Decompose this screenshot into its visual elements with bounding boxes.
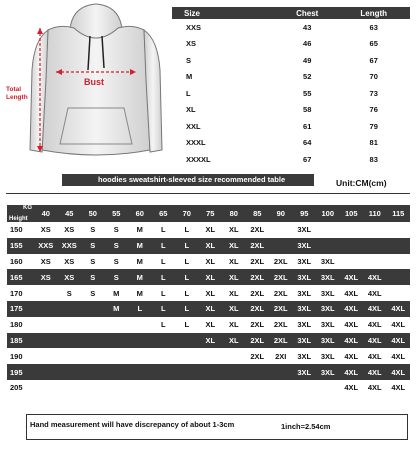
size-row xyxy=(172,69,410,86)
size-recommendation-cell: 2XL xyxy=(246,222,270,238)
height-cell: 195 xyxy=(7,364,34,380)
size-recommendation-cell xyxy=(34,380,58,396)
size-recommendation-cell: S xyxy=(81,285,105,301)
size-recommendation-cell: 4XL xyxy=(387,348,411,364)
grid-corner xyxy=(7,205,34,222)
length-cell: 70 xyxy=(369,72,378,82)
size-recommendation-cell: 2XL xyxy=(269,285,293,301)
size-recommendation-cell: 4XL xyxy=(363,317,387,333)
weight-header: 115 xyxy=(387,205,411,222)
size-recommendation-cell: 2XL xyxy=(269,301,293,317)
size-recommendation-cell: M xyxy=(128,222,152,238)
weight-header: 60 xyxy=(128,205,152,222)
size-recommendation-cell: 4XL xyxy=(387,333,411,349)
size-recommendation-cell: L xyxy=(175,317,199,333)
size-recommendation-cell xyxy=(199,364,223,380)
chest-cell: 58 xyxy=(303,105,312,115)
size-recommendation-cell: 3XL xyxy=(293,317,317,333)
size-recommendation-cell xyxy=(81,380,105,396)
size-recommendation-cell: XS xyxy=(58,254,82,270)
height-cell: 150 xyxy=(7,222,34,238)
size-recommendation-cell: L xyxy=(152,269,176,285)
height-cell: 185 xyxy=(7,333,34,349)
size-recommendation-cell xyxy=(105,364,129,380)
size-recommendation-cell xyxy=(316,380,340,396)
size-recommendation-cell: M xyxy=(128,285,152,301)
size-recommendation-cell xyxy=(81,364,105,380)
size-row xyxy=(172,135,410,152)
size-cell: S xyxy=(186,55,192,65)
size-recommendation-cell: XL xyxy=(222,333,246,349)
size-recommendation-cell xyxy=(222,364,246,380)
size-recommendation-cell: 3XL xyxy=(293,333,317,349)
size-recommendation-cell: 4XL xyxy=(363,285,387,301)
height-cell: 165 xyxy=(7,269,34,285)
size-recommendation-cell xyxy=(387,269,411,285)
length-cell: 81 xyxy=(369,138,378,148)
size-recommendation-cell: S xyxy=(105,238,129,254)
size-recommendation-cell: 3XL xyxy=(293,364,317,380)
size-recommendation-cell xyxy=(58,348,82,364)
length-cell: 73 xyxy=(369,88,378,98)
size-recommendation-cell: 2XI xyxy=(269,348,293,364)
size-recommendation-cell xyxy=(58,317,82,333)
height-cell: 205 xyxy=(7,380,34,396)
size-recommendation-cell xyxy=(363,254,387,270)
size-recommendation-cell: XL xyxy=(222,301,246,317)
size-recommendation-cell: L xyxy=(175,222,199,238)
height-row xyxy=(7,238,410,254)
size-recommendation-cell xyxy=(34,333,58,349)
chest-cell: 52 xyxy=(303,72,312,82)
size-recommendation-cell xyxy=(34,285,58,301)
size-recommendation-cell: 4XL xyxy=(340,301,364,317)
length-cell: 65 xyxy=(369,39,378,49)
size-recommendation-cell: 2XL xyxy=(246,333,270,349)
height-cell: 180 xyxy=(7,317,34,333)
chest-cell: 64 xyxy=(303,138,312,148)
size-recommendation-cell xyxy=(269,238,293,254)
size-recommendation-cell: 3XL xyxy=(316,301,340,317)
size-recommendation-cell xyxy=(58,301,82,317)
size-recommendation-cell xyxy=(363,222,387,238)
size-recommendation-cell: S xyxy=(81,254,105,270)
header-length: Length xyxy=(337,7,410,19)
size-row xyxy=(172,118,410,135)
size-recommendation-cell: L xyxy=(175,269,199,285)
size-recommendation-cell: 2XL xyxy=(269,269,293,285)
height-row xyxy=(7,301,410,317)
size-recommendation-cell: XL xyxy=(199,254,223,270)
size-recommendation-cell xyxy=(387,238,411,254)
size-recommendation-cell xyxy=(363,238,387,254)
size-recommendation-cell: 2XL xyxy=(246,285,270,301)
size-recommendation-cell xyxy=(316,238,340,254)
size-recommendation-cell: 4XL xyxy=(363,333,387,349)
size-recommendation-cell: 3XL xyxy=(293,254,317,270)
size-recommendation-cell xyxy=(269,364,293,380)
size-recommendation-cell: 2XL xyxy=(246,269,270,285)
size-recommendation-cell: XL xyxy=(222,238,246,254)
size-recommendation-cell xyxy=(175,333,199,349)
size-recommendation-cell: 3XL xyxy=(316,333,340,349)
size-recommendation-cell xyxy=(387,222,411,238)
size-recommendation-cell: 4XL xyxy=(387,317,411,333)
size-recommendation-cell xyxy=(199,348,223,364)
size-recommendation-cell: L xyxy=(152,222,176,238)
height-row xyxy=(7,285,410,301)
size-row xyxy=(172,85,410,102)
chest-cell: 46 xyxy=(303,39,312,49)
size-recommendation-cell xyxy=(105,333,129,349)
size-recommendation-cell xyxy=(269,222,293,238)
length-cell: 63 xyxy=(369,22,378,32)
size-recommendation-cell: XL xyxy=(199,285,223,301)
size-recommendation-cell xyxy=(58,380,82,396)
size-recommendation-cell: XL xyxy=(222,285,246,301)
size-recommendation-cell: 3XL xyxy=(316,348,340,364)
chest-cell: 43 xyxy=(303,22,312,32)
size-recommendation-cell: XL xyxy=(199,238,223,254)
corner-height-label: Height xyxy=(9,216,28,222)
weight-header: 75 xyxy=(199,205,223,222)
size-recommendation-cell xyxy=(105,380,129,396)
size-row xyxy=(172,102,410,119)
size-recommendation-cell: L xyxy=(175,254,199,270)
size-recommendation-cell xyxy=(316,222,340,238)
size-row xyxy=(172,36,410,53)
height-cell: 160 xyxy=(7,254,34,270)
size-recommendation-cell: S xyxy=(105,222,129,238)
size-cell: XXL xyxy=(186,121,201,131)
size-recommendation-cell xyxy=(81,348,105,364)
weight-header: 95 xyxy=(293,205,317,222)
height-row xyxy=(7,222,410,238)
height-cell: 155 xyxy=(7,238,34,254)
height-row xyxy=(7,348,410,364)
size-cell: XXS xyxy=(186,22,202,32)
size-recommendation-cell: XL xyxy=(222,254,246,270)
size-recommendation-cell: S xyxy=(81,269,105,285)
size-recommendation-cell: XS xyxy=(34,254,58,270)
size-recommendation-cell: XL xyxy=(222,222,246,238)
chest-cell: 67 xyxy=(303,154,312,164)
size-recommendation-cell: L xyxy=(152,301,176,317)
size-recommendation-cell: 3XL xyxy=(316,317,340,333)
height-cell: 170 xyxy=(7,285,34,301)
size-recommendation-cell xyxy=(128,364,152,380)
size-recommendation-cell xyxy=(175,364,199,380)
size-recommendation-cell: 4XL xyxy=(340,285,364,301)
weight-header: 40 xyxy=(34,205,58,222)
size-recommendation-cell: XL xyxy=(199,222,223,238)
height-cell: 190 xyxy=(7,348,34,364)
size-recommendation-cell: 4XL xyxy=(363,269,387,285)
size-recommendation-cell: M xyxy=(128,254,152,270)
size-recommendation-cell xyxy=(152,364,176,380)
size-recommendation-cell: 3XL xyxy=(293,222,317,238)
size-recommendation-cell: L xyxy=(128,301,152,317)
size-recommendation-cell xyxy=(152,380,176,396)
size-recommendation-cell: L xyxy=(152,317,176,333)
size-recommendation-cell xyxy=(34,364,58,380)
size-recommendation-cell: XL xyxy=(199,317,223,333)
size-recommendation-cell: 3XL xyxy=(316,254,340,270)
header-chest: Chest xyxy=(277,7,337,19)
size-recommendation-cell xyxy=(269,380,293,396)
size-recommendation-cell: XS xyxy=(58,269,82,285)
weight-header: 100 xyxy=(316,205,340,222)
size-row xyxy=(172,19,410,36)
size-recommendation-cell: 2XL xyxy=(269,333,293,349)
size-recommendation-cell: 4XL xyxy=(340,380,364,396)
size-recommendation-cell: L xyxy=(175,301,199,317)
height-row xyxy=(7,364,410,380)
size-recommendation-cell: S xyxy=(81,222,105,238)
size-recommendation-cell: 4XL xyxy=(340,333,364,349)
size-recommendation-cell: S xyxy=(81,238,105,254)
size-recommendation-cell xyxy=(175,348,199,364)
header-size: Size xyxy=(172,7,277,19)
size-recommendation-cell: 3XL xyxy=(316,364,340,380)
size-recommendation-cell: 4XL xyxy=(363,364,387,380)
size-recommendation-cell: XS xyxy=(34,222,58,238)
weight-header: 55 xyxy=(105,205,129,222)
size-recommendation-cell xyxy=(34,301,58,317)
size-recommendation-cell: 3XL xyxy=(316,269,340,285)
size-recommendation-cell: 4XL xyxy=(340,269,364,285)
height-row xyxy=(7,269,410,285)
size-recommendation-cell xyxy=(105,348,129,364)
size-recommendation-cell: 2XL xyxy=(246,254,270,270)
size-recommendation-cell: XXS xyxy=(34,238,58,254)
size-recommendation-cell: 2XL xyxy=(246,301,270,317)
corner-kg-label: KG xyxy=(23,205,32,211)
weight-header: 65 xyxy=(152,205,176,222)
size-recommendation-cell xyxy=(81,333,105,349)
size-recommendation-cell xyxy=(105,317,129,333)
size-recommendation-cell: L xyxy=(175,285,199,301)
size-recommendation-cell xyxy=(293,380,317,396)
chest-cell: 55 xyxy=(303,88,312,98)
size-recommendation-cell: M xyxy=(105,285,129,301)
size-recommendation-cell: 2XL xyxy=(269,317,293,333)
size-recommendation-cell: 2XL xyxy=(269,254,293,270)
size-recommendation-cell xyxy=(387,254,411,270)
size-recommendation-cell xyxy=(340,222,364,238)
height-row xyxy=(7,317,410,333)
size-row xyxy=(172,151,410,168)
weight-header-row xyxy=(7,205,410,222)
size-recommendation-cell: 4XL xyxy=(363,348,387,364)
height-row xyxy=(7,333,410,349)
size-cell: M xyxy=(186,72,193,82)
length-cell: 83 xyxy=(369,154,378,164)
size-recommendation-cell: XS xyxy=(34,269,58,285)
separator-line xyxy=(6,193,410,194)
length-cell: 79 xyxy=(369,121,378,131)
size-recommendation-cell: 3XL xyxy=(293,269,317,285)
size-recommendation-cell xyxy=(152,333,176,349)
size-recommendation-cell: 4XL xyxy=(387,364,411,380)
size-cell: XL xyxy=(186,105,196,115)
size-recommendation-cell xyxy=(128,333,152,349)
size-recommendation-cell: L xyxy=(152,285,176,301)
size-recommendation-cell xyxy=(152,348,176,364)
weight-header: 110 xyxy=(363,205,387,222)
size-recommendation-cell: XL xyxy=(199,269,223,285)
size-recommendation-cell: 3XL xyxy=(293,301,317,317)
size-recommendation-cell xyxy=(340,238,364,254)
total-length-label: Total Length xyxy=(6,86,28,101)
chest-cell: 49 xyxy=(303,55,312,65)
size-recommendation-cell: L xyxy=(152,238,176,254)
height-row xyxy=(7,254,410,270)
size-recommendation-cell: 2XL xyxy=(246,317,270,333)
size-recommendation-cell: L xyxy=(175,238,199,254)
size-recommendation-cell: 2XL xyxy=(246,238,270,254)
size-recommendation-cell: S xyxy=(58,285,82,301)
size-recommendation-cell: XL xyxy=(199,301,223,317)
size-recommendation-cell: S xyxy=(105,269,129,285)
size-recommendation-cell xyxy=(81,301,105,317)
size-recommendation-cell xyxy=(34,317,58,333)
size-recommendation-cell: XS xyxy=(58,222,82,238)
size-recommendation-cell xyxy=(246,380,270,396)
size-recommendation-cell xyxy=(128,348,152,364)
size-recommendation-cell: S xyxy=(105,254,129,270)
size-recommendation-cell xyxy=(128,317,152,333)
height-cell: 175 xyxy=(7,301,34,317)
size-recommendation-cell: 3XL xyxy=(293,238,317,254)
size-recommendation-cell xyxy=(128,380,152,396)
size-row xyxy=(172,52,410,69)
weight-header: 80 xyxy=(222,205,246,222)
size-recommendation-cell: 4XL xyxy=(340,364,364,380)
size-recommendation-cell xyxy=(81,317,105,333)
size-recommendation-cell: 4XL xyxy=(387,380,411,396)
size-recommendation-cell xyxy=(199,380,223,396)
size-recommendation-cell xyxy=(58,364,82,380)
length-cell: 67 xyxy=(369,55,378,65)
weight-header: 90 xyxy=(269,205,293,222)
weight-header: 85 xyxy=(246,205,270,222)
size-cell: XS xyxy=(186,39,197,49)
size-recommendation-cell: 4XL xyxy=(340,317,364,333)
size-recommendation-cell: M xyxy=(105,301,129,317)
size-recommendation-cell xyxy=(34,348,58,364)
length-cell: 76 xyxy=(369,105,378,115)
size-cell: XXXXL xyxy=(186,154,211,164)
size-recommendation-cell: 4XL xyxy=(387,301,411,317)
weight-header: 70 xyxy=(175,205,199,222)
size-recommendation-cell: M xyxy=(128,238,152,254)
size-recommendation-cell: 3XL xyxy=(316,285,340,301)
size-recommendation-cell xyxy=(387,285,411,301)
height-row xyxy=(7,380,410,396)
size-table-header xyxy=(172,7,410,19)
size-recommendation-cell: XXS xyxy=(58,238,82,254)
size-recommendation-cell: 4XL xyxy=(363,301,387,317)
size-recommendation-cell: 2XL xyxy=(246,348,270,364)
size-recommendation-cell xyxy=(175,380,199,396)
size-recommendation-cell: M xyxy=(128,269,152,285)
inch-conversion: 1inch=2.54cm xyxy=(281,422,331,431)
size-recommendation-cell: L xyxy=(152,254,176,270)
size-recommendation-cell: XL xyxy=(222,269,246,285)
size-recommendation-cell xyxy=(340,254,364,270)
weight-header: 50 xyxy=(81,205,105,222)
size-cell: XXXL xyxy=(186,138,206,148)
size-recommendation-cell xyxy=(222,348,246,364)
size-cell: L xyxy=(186,88,191,98)
unit-label: Unit:CM(cm) xyxy=(336,178,387,188)
size-recommendation-cell: 3XL xyxy=(293,348,317,364)
height-weight-size-grid xyxy=(7,205,410,396)
weight-header: 105 xyxy=(340,205,364,222)
size-recommendation-cell: XL xyxy=(222,317,246,333)
size-recommendation-cell: 3XL xyxy=(293,285,317,301)
size-chest-length-table xyxy=(172,7,410,168)
size-recommendation-cell xyxy=(246,364,270,380)
weight-header: 45 xyxy=(58,205,82,222)
size-recommendation-cell: XL xyxy=(199,333,223,349)
size-recommendation-cell xyxy=(58,333,82,349)
size-recommendation-cell xyxy=(222,380,246,396)
recommended-table-banner: hoodies sweatshirt-sleeved size recommended table xyxy=(62,174,314,186)
bust-label: Bust xyxy=(84,77,104,87)
chest-cell: 61 xyxy=(303,121,312,131)
size-recommendation-cell: 4XL xyxy=(363,380,387,396)
size-recommendation-cell: 4XL xyxy=(340,348,364,364)
measurement-note: Hand measurement will have discrepancy of about 1-3cm xyxy=(30,420,235,429)
